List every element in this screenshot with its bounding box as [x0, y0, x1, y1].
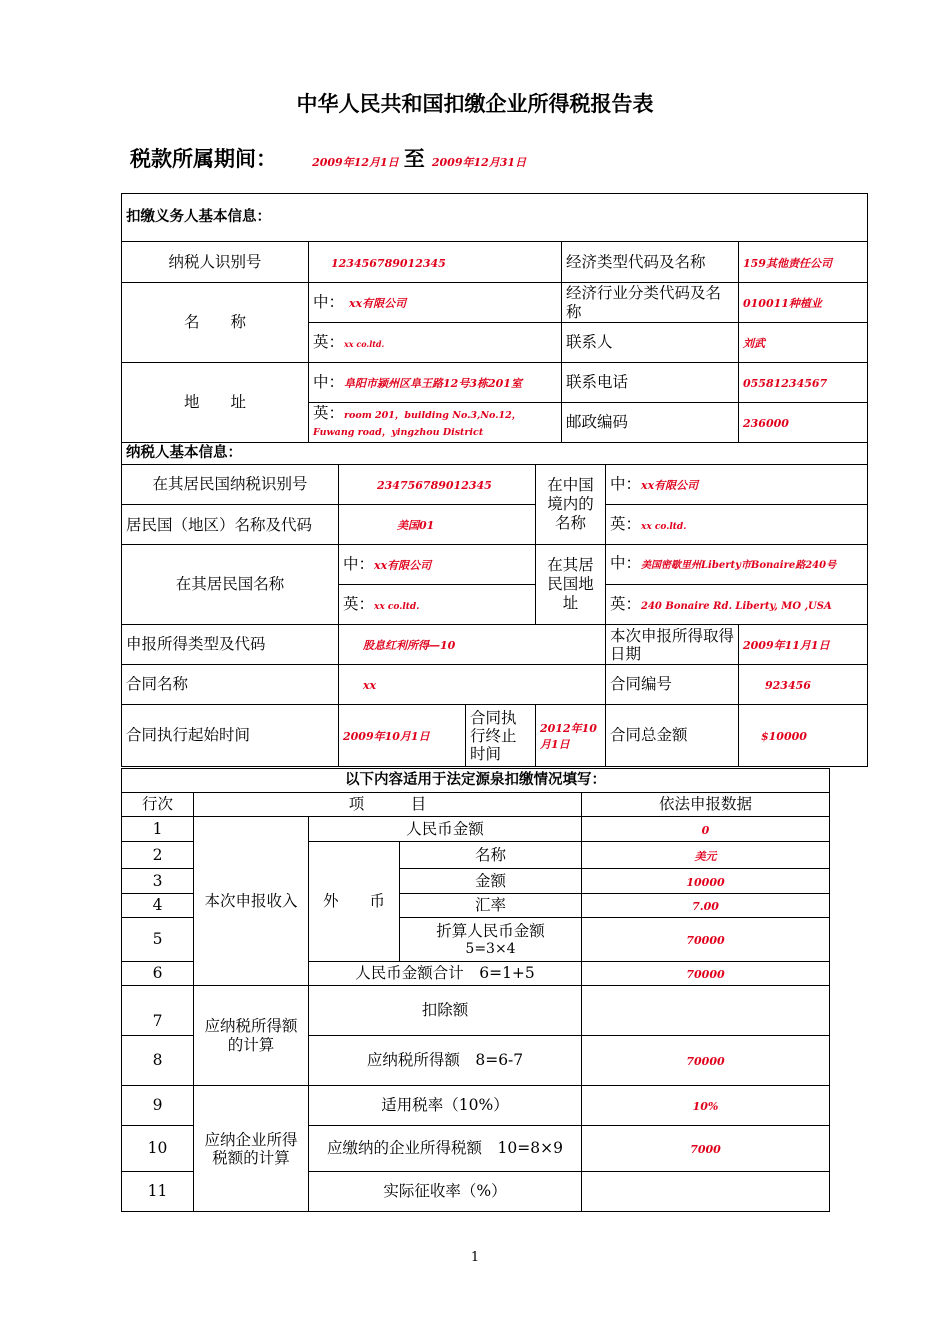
- taxpayer-section-title: 纳税人基本信息：: [122, 443, 868, 465]
- res-name-cn-field[interactable]: xx有限公司: [374, 559, 432, 572]
- row-no: 11: [122, 1172, 194, 1212]
- row-no: 9: [122, 1086, 194, 1126]
- period-start[interactable]: 2009年12月1日: [312, 156, 399, 169]
- tax-period: [130, 143, 526, 173]
- group-foreign-label: 外 币: [309, 842, 400, 962]
- name-cn-label: 中：: [313, 293, 345, 311]
- contract-end-field[interactable]: 2012年10月1日: [540, 721, 597, 751]
- row-value[interactable]: 10%: [692, 1100, 719, 1113]
- contract-name-label: 合同名称: [122, 665, 339, 705]
- econ-type-field[interactable]: 159其他责任公司: [743, 256, 832, 270]
- industry-label: 经济行业分类代码及名称: [562, 283, 739, 323]
- group-tax-label: 应纳企业所得税额的计算: [194, 1086, 309, 1212]
- row-item: 名称: [400, 842, 582, 869]
- row-no: 8: [122, 1036, 194, 1086]
- name-label: 名 称: [122, 283, 309, 363]
- period-end[interactable]: 2009年12月31日: [431, 156, 527, 169]
- china-name-en-field[interactable]: xx co.ltd.: [641, 521, 687, 532]
- addr-cn-field[interactable]: 阜阳市颍州区阜王路12号3栋201室: [344, 376, 522, 390]
- addr-cn-label: 中：: [313, 372, 345, 391]
- phone-label: 联系电话: [562, 363, 739, 403]
- res-addr-cn-field[interactable]: 美国密歇里州Liberty市Bonaire路240号: [641, 560, 837, 571]
- china-name-cn-field[interactable]: xx有限公司: [641, 479, 699, 492]
- address-label: 地 址: [122, 363, 309, 443]
- contract-end-label: 合同执行终止时间: [466, 705, 536, 767]
- group-taxable-label: 应纳税所得额的计算: [194, 986, 309, 1086]
- china-name-en-label: 英：: [610, 514, 642, 533]
- name-en-field[interactable]: xx co.ltd.: [344, 339, 385, 349]
- group-income-label: 本次申报收入: [194, 817, 309, 986]
- name-en-label: 英：: [313, 333, 345, 351]
- row-value[interactable]: 美元: [694, 849, 717, 863]
- contact-label: 联系人: [562, 323, 739, 363]
- contract-start-field[interactable]: 2009年10月1日: [343, 729, 430, 743]
- econ-type-label: 经济类型代码及名称: [562, 242, 739, 283]
- res-name-label: 在其居民国名称: [122, 545, 339, 625]
- row-value[interactable]: 70000: [686, 968, 725, 981]
- postcode-field[interactable]: 236000: [743, 417, 789, 430]
- postcode-label: 邮政编码: [562, 403, 739, 443]
- report-table-calculation: [121, 768, 830, 1212]
- row-no: 3: [122, 869, 194, 894]
- calc-section-title: 以下内容适用于法定源泉扣缴情况填写：: [122, 769, 830, 793]
- income-date-field[interactable]: 2009年11月1日: [743, 639, 830, 652]
- row-value[interactable]: 0: [701, 823, 710, 837]
- res-addr-en-label: 英：: [610, 595, 642, 613]
- row-item: 应缴纳的企业所得税额 10=8×9: [309, 1126, 582, 1172]
- phone-field[interactable]: 05581234567: [743, 377, 828, 390]
- row-no: 5: [122, 918, 194, 962]
- row-item: 金额: [400, 869, 582, 894]
- china-name-label: 在中国境内的名称: [536, 465, 606, 545]
- row-value[interactable]: 7.00: [692, 900, 719, 913]
- contract-name-field[interactable]: xx: [363, 679, 377, 692]
- row-no: 4: [122, 894, 194, 918]
- period-separator: 至: [403, 146, 425, 171]
- contract-start-label: 合同执行起始时间: [122, 705, 339, 767]
- report-table-basic-info: [121, 193, 868, 767]
- row-value[interactable]: 7000: [690, 1143, 721, 1156]
- page-number: 1: [470, 1250, 480, 1265]
- row-no: 10: [122, 1126, 194, 1172]
- contract-no-label: 合同编号: [606, 665, 739, 705]
- row-item: 应纳税所得额 8=6-7: [309, 1036, 582, 1086]
- tax-id-label: 纳税人识别号: [122, 242, 309, 283]
- row-no: 1: [122, 817, 194, 842]
- row-item: 人民币金额: [309, 817, 582, 842]
- row-no: 7: [122, 986, 194, 1036]
- income-type-label: 申报所得类型及代码: [122, 625, 339, 665]
- res-name-en-field[interactable]: xx co.ltd.: [374, 601, 420, 612]
- row-item: 实际征收率（%）: [309, 1172, 582, 1212]
- addr-en-field[interactable]: room 201，building No.3,No.12，Fuwang road，yingzhou District: [313, 409, 522, 438]
- row-item: 适用税率（10%）: [309, 1086, 582, 1126]
- row-item-formula: 5=3×4: [465, 940, 516, 957]
- row-item: 扣除额: [309, 986, 582, 1036]
- res-name-en-label: 英：: [343, 594, 375, 613]
- country-field[interactable]: 美国01: [397, 519, 435, 532]
- row-value[interactable]: 10000: [686, 875, 725, 889]
- withholder-section-title: 扣缴义务人基本信息：: [122, 194, 868, 242]
- contact-field[interactable]: 刘武: [743, 337, 765, 350]
- row-value[interactable]: 70000: [686, 934, 725, 947]
- res-addr-en-field[interactable]: 240 Bonaire Rd. Liberty, MO ,USA: [641, 601, 832, 612]
- col-header-item: 项 目: [194, 793, 582, 817]
- row-value[interactable]: 70000: [686, 1055, 725, 1068]
- res-tax-id-label: 在其居民国纳税识别号: [122, 465, 339, 505]
- income-type-field[interactable]: 股息红利所得—10: [363, 639, 456, 652]
- row-item: 折算人民币金额: [436, 921, 545, 940]
- res-name-cn-label: 中：: [343, 555, 375, 573]
- row-item: 人民币金额合计 6=1+5: [309, 962, 582, 986]
- addr-en-label: 英：: [313, 403, 345, 422]
- res-addr-label: 在其居民国地址: [536, 545, 606, 625]
- res-tax-id-field[interactable]: 234756789012345: [377, 479, 492, 492]
- name-cn-field[interactable]: xx有限公司: [348, 297, 407, 310]
- page-title: 中华人民共和国扣缴企业所得税报告表: [296, 92, 654, 116]
- tax-id-field[interactable]: 123456789012345: [331, 256, 446, 270]
- contract-amount-label: 合同总金额: [606, 705, 739, 767]
- row-no: 6: [122, 962, 194, 986]
- contract-no-field[interactable]: 923456: [765, 679, 811, 692]
- income-date-label: 本次申报所得取得日期: [606, 625, 739, 665]
- country-label: 居民国（地区）名称及代码: [122, 505, 339, 545]
- period-label: 税款所属期间：: [130, 147, 277, 171]
- contract-amount-field[interactable]: $10000: [761, 730, 807, 743]
- col-header-row: 行次: [122, 793, 194, 817]
- col-header-data: 依法申报数据: [582, 793, 830, 817]
- china-name-cn-label: 中：: [610, 475, 642, 493]
- industry-field[interactable]: 010011种植业: [743, 297, 822, 310]
- row-no: 2: [122, 842, 194, 869]
- row-item: 汇率: [400, 894, 582, 918]
- res-addr-cn-label: 中：: [610, 554, 642, 572]
